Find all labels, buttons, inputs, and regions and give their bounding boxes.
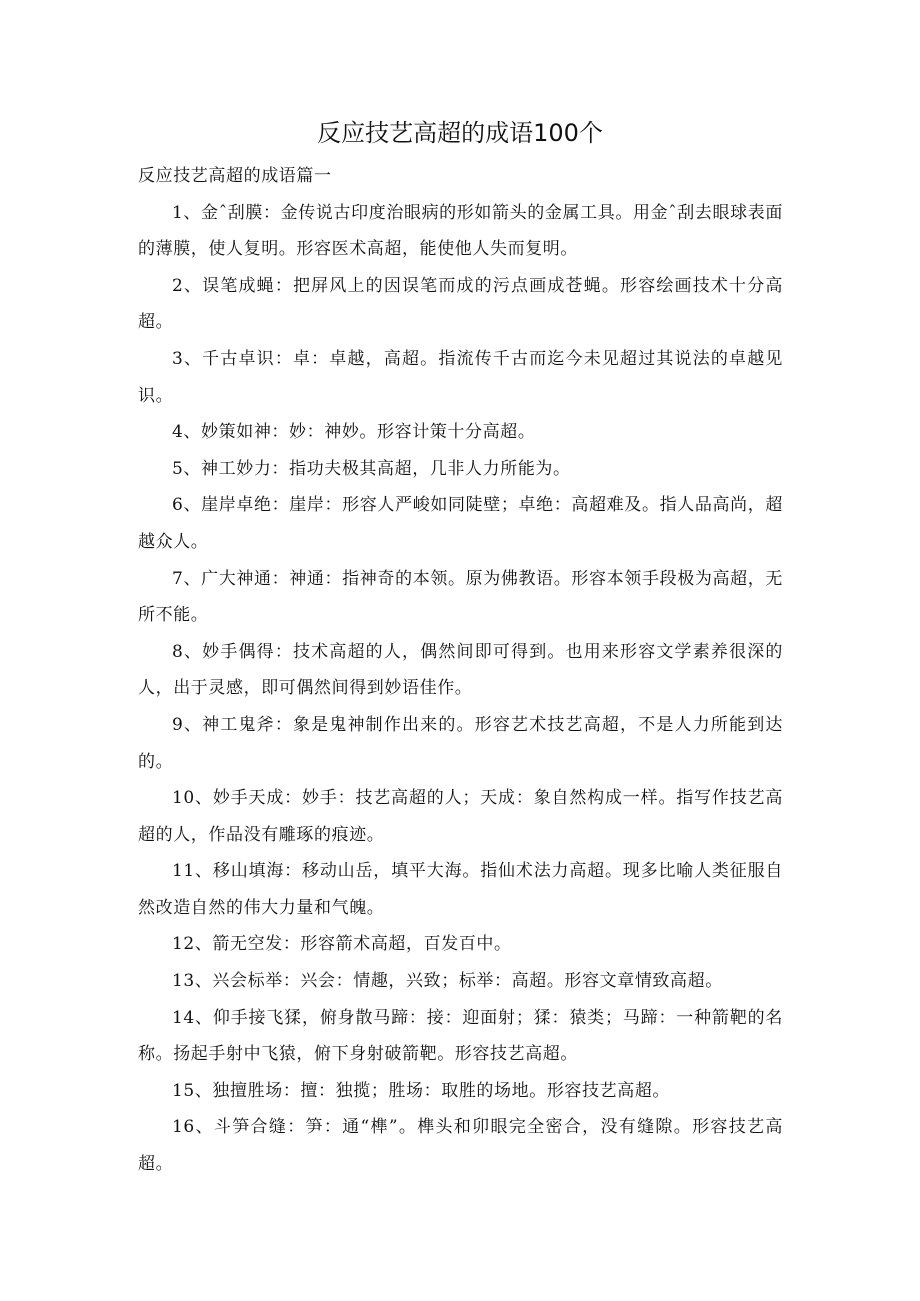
document-title: 反应技艺高超的成语100个 xyxy=(317,119,603,147)
idiom-entry-7: 7、广大神通：神通：指神奇的本领。原为佛教语。形容本领手段极为高超，无所不能。 xyxy=(138,568,783,626)
idiom-entry-4: 4、妙策如神：妙：神妙。形容计策十分高超。 xyxy=(172,422,536,443)
section-heading: 反应技艺高超的成语篇一 xyxy=(138,166,332,186)
document-body xyxy=(138,158,783,1183)
idiom-entry-15: 15、独擅胜场：擅：独揽；胜场：取胜的场地。形容技艺高超。 xyxy=(172,1080,671,1101)
idiom-entry-10: 10、妙手天成：妙手：技艺高超的人；天成：象自然构成一样。指写作技艺高超的人，作品没有雕琢的痕迹。 xyxy=(138,788,783,845)
idiom-entry-3: 3、千古卓识：卓：卓越，高超。指流传千古而迄今未见超过其说法的卓越见识。 xyxy=(138,348,783,406)
idiom-entry-14: 14、仰手接飞猱，俯身散马蹄：接：迎面射；猱：猿类；马蹄：一种箭靶的名称。扬起手射中飞猿，俯下身射破箭靶。形容技艺高超。 xyxy=(138,1007,783,1065)
idiom-entry-1: 1、金ˆ刮膜：金传说古印度治眼病的形如箭头的金属工具。用金ˆ刮去眼球表面的薄膜，使人复明。形容医术高超，能使他人失而复明。 xyxy=(138,202,783,260)
idiom-entry-16: 16、斗笋合缝：笋：通“榫”。榫头和卯眼完全密合，没有缝隙。形容技艺高超。 xyxy=(138,1117,783,1175)
idiom-entry-12: 12、箭无空发：形容箭术高超，百发百中。 xyxy=(172,934,512,955)
idiom-entry-8: 8、妙手偶得：技术高超的人，偶然间即可得到。也用来形容文学素养很深的人，出于灵感，即可偶然间得到妙语佳作。 xyxy=(138,641,783,699)
idiom-entry-13: 13、兴会标举：兴会：情趣，兴致；标举：高超。形容文章情致高超。 xyxy=(172,971,723,992)
idiom-entry-11: 11、移山填海：移动山岳，填平大海。指仙术法力高超。现多比喻人类征服自然改造自然的伟大力量和气魄。 xyxy=(138,861,783,918)
idiom-entry-5: 5、神工妙力：指功夫极其高超，几非人力所能为。 xyxy=(172,458,571,479)
idiom-entry-6: 6、崖岸卓绝：崖岸：形容人严峻如同陡壁；卓绝：高超难及。指人品高尚，超越众人。 xyxy=(138,495,783,552)
idiom-entry-2: 2、误笔成蝇：把屏风上的因误笔而成的污点画成苍蝇。形容绘画技术十分高超。 xyxy=(138,275,783,333)
idiom-entry-9: 9、神工鬼斧：象是鬼神制作出来的。形容艺术技艺高超，不是人力所能到达的。 xyxy=(138,714,783,772)
